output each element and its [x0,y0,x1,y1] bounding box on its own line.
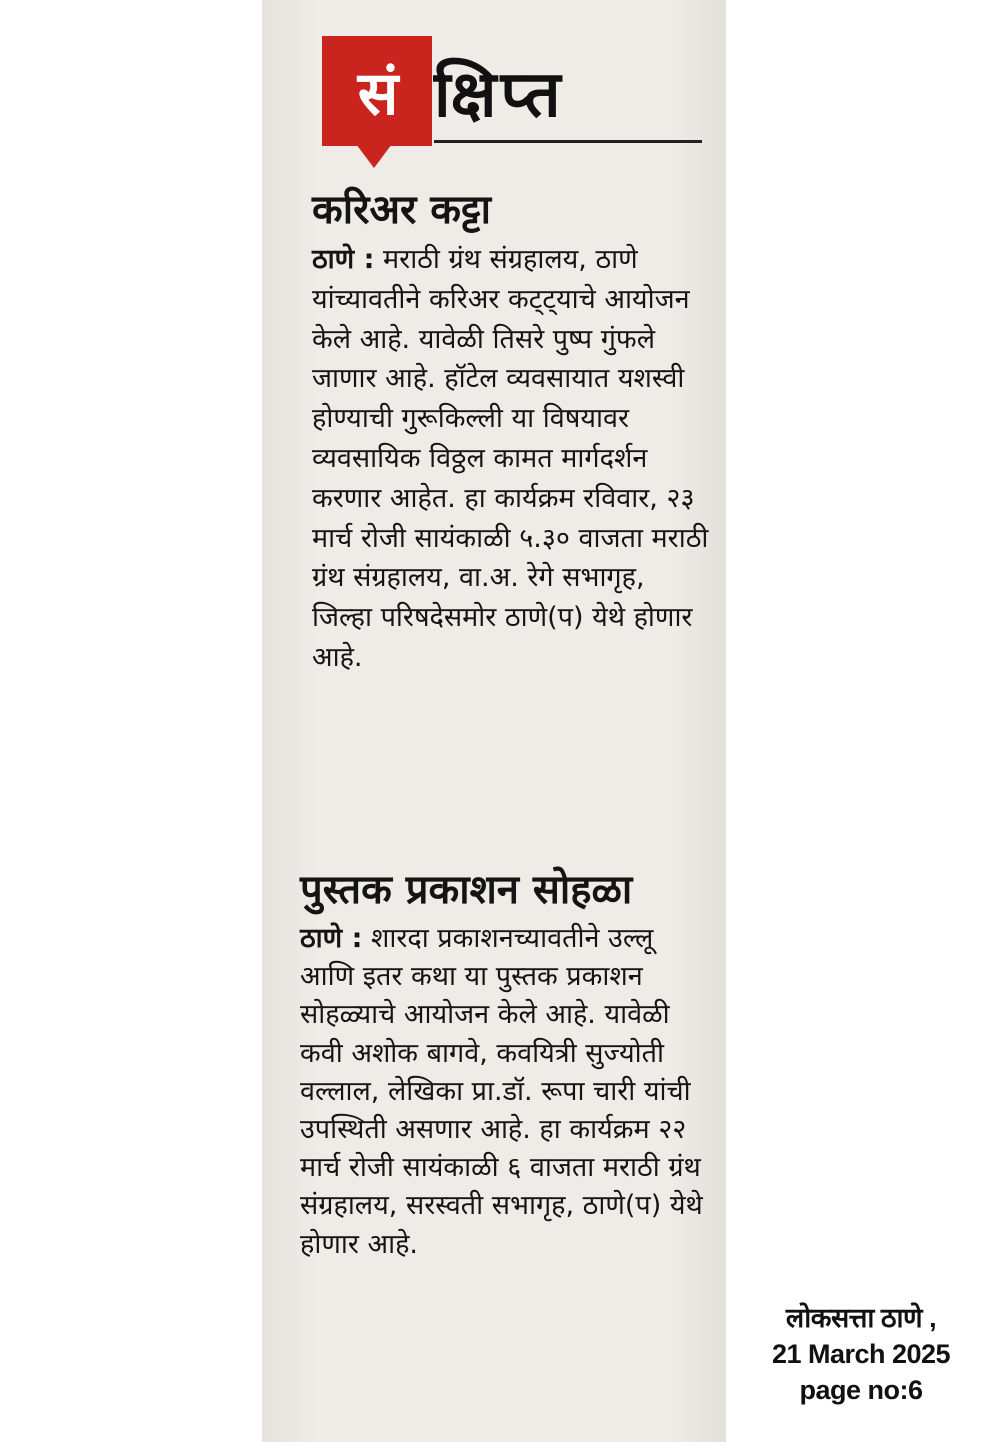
article-body [300,920,712,1264]
source-page: page no:6 [799,1375,923,1405]
article-headline: पुस्तक प्रकाशन सोहळा [300,867,633,913]
article-dateline: ठाणे : [300,923,363,954]
source-caption [736,1300,986,1408]
section-masthead [322,20,702,170]
speech-bubble-tail-icon [356,144,392,168]
source-date: 21 March 2025 [771,1339,951,1369]
masthead-title-first: सं [357,59,397,129]
article-book-launch [300,862,712,1264]
masthead-rule [434,140,702,143]
article-body-text: शारदा प्रकाशनच्यावतीने उल्लू आणि इतर कथा या पुस्तक प्रकाशन सोहळ्याचे आयोजन केले आहे. यावेळी कवी अशोक बागवे, कवयित्री सुज्योती वल्लाल, लेखिका प्रा.डॉ. रूपा चारी यांची उपस्थिती असणार आहे. हा कार्यक्रम २२ मार्च रोजी सायंकाळी ६ वाजता मराठी ग्रंथ संग्रहालय, सरस्वती सभागृह, ठाणे(प) येथे होणार आहे. [300,923,703,1260]
article-career-katta [312,182,712,678]
article-dateline: ठाणे : [312,244,375,275]
article-headline: करिअर कट्टा [312,187,491,233]
article-body-text: मराठी ग्रंथ संग्रहालय, ठाणे यांच्यावतीने करिअर कट्ट्याचे आयोजन केले आहे. यावेळी तिसरे पुष्प गुंफले जाणार आहे. हॉटेल व्यवसायात यशस्वी होण्याची गुरूकिल्ली या विषयावर व्यवसायिक विठ्ठल कामत मार्गदर्शन करणार आहेत. हा कार्यक्रम रविवार, २३ मार्च रोजी सायंकाळी ५.३० वाजता मराठी ग्रंथ संग्रहालय, वा.अ. रेगे सभागृह, जिल्हा परिषदेसमोर ठाणे(प) येथे होणार आहे. [312,244,709,673]
masthead-title-rest: क्षिप्त [434,58,565,132]
article-body [312,240,712,678]
masthead-red-box [322,36,432,146]
source-paper: लोकसत्ता ठाणे , [785,1303,937,1333]
